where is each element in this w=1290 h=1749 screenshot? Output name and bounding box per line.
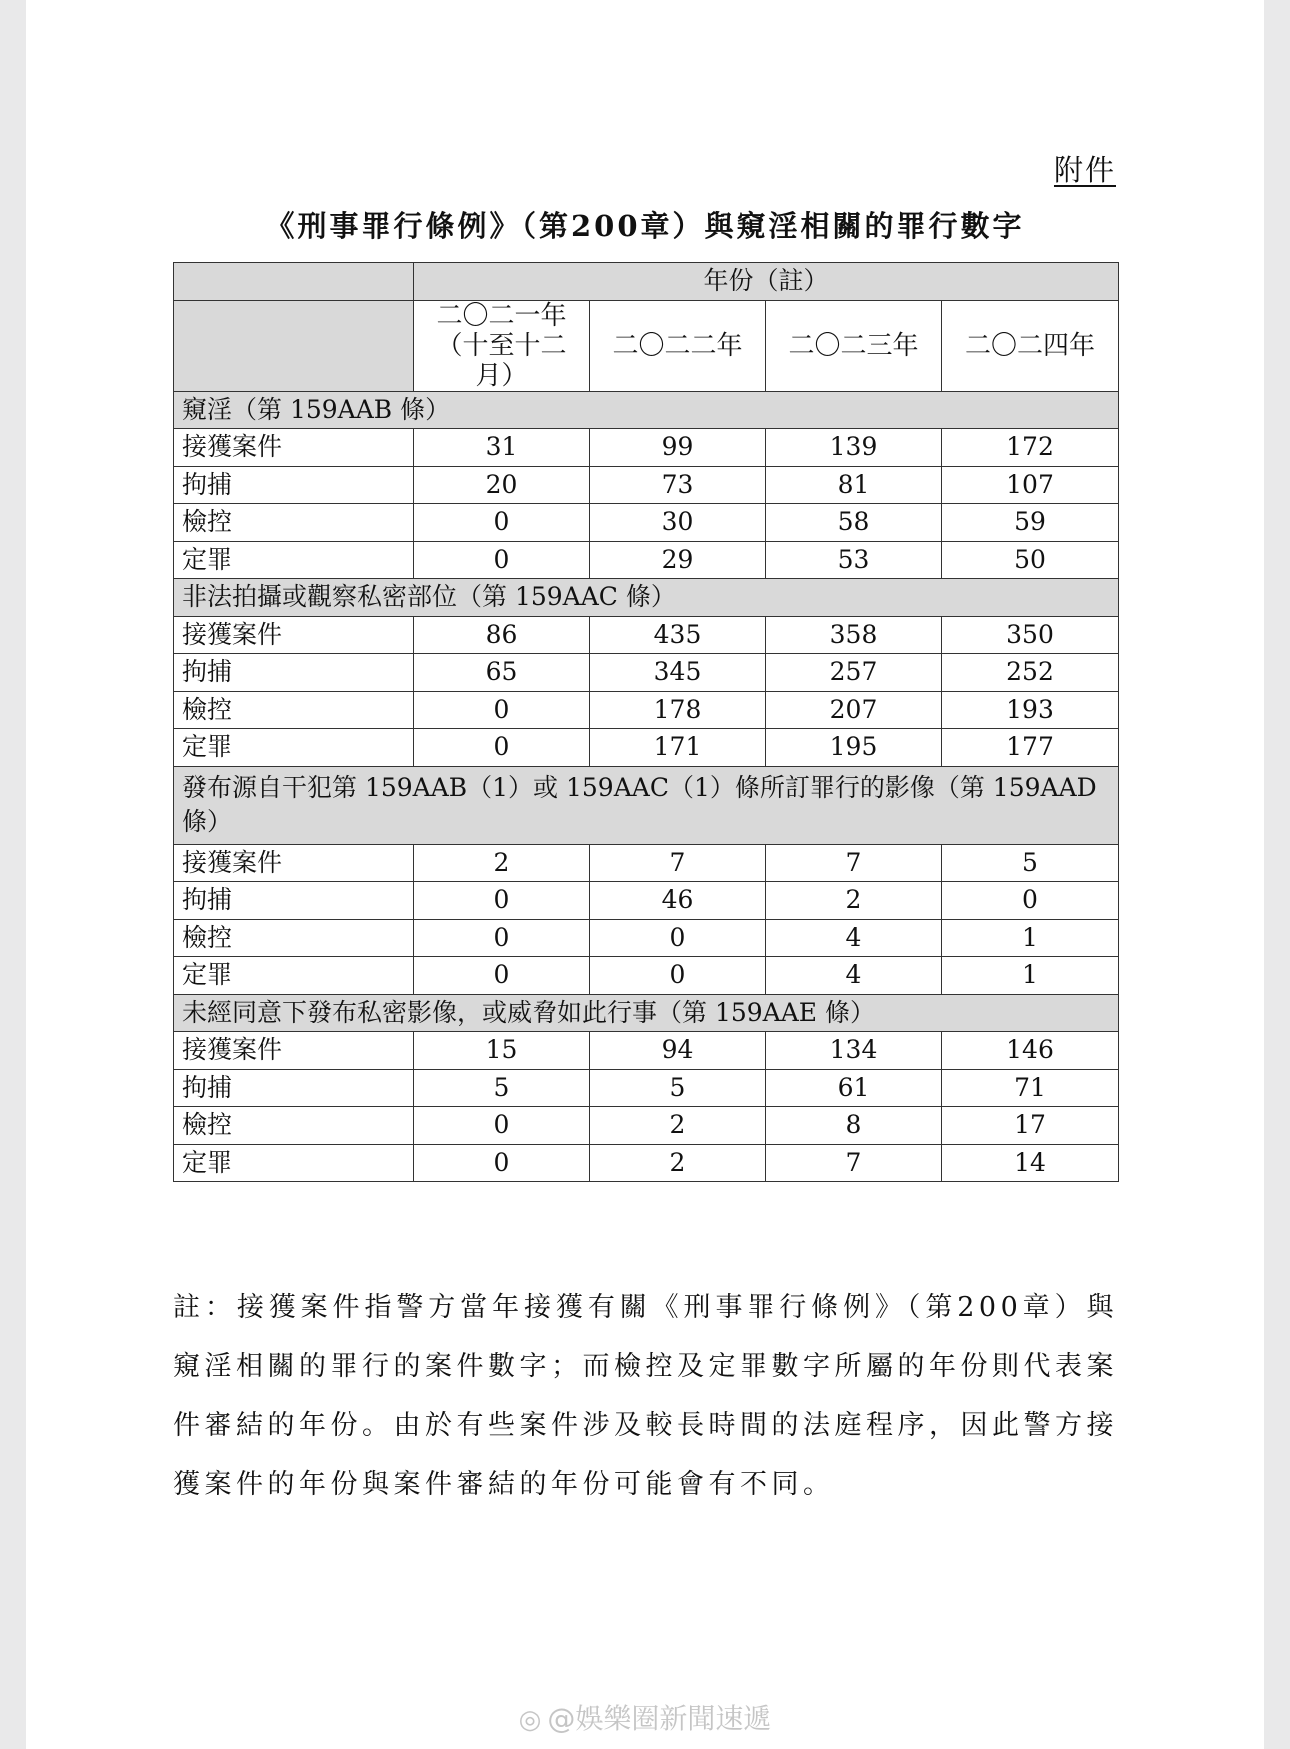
table-cell: 59 (942, 504, 1119, 542)
corner-cell (174, 263, 414, 301)
table-cell: 193 (942, 691, 1119, 729)
table-cell: 86 (414, 616, 590, 654)
row-label: 接獲案件 (174, 844, 414, 882)
row-label: 接獲案件 (174, 1032, 414, 1070)
table-cell: 0 (942, 882, 1119, 920)
table-cell: 0 (414, 919, 590, 957)
table-cell: 31 (414, 429, 590, 467)
document-page (26, 0, 1264, 1749)
row-label: 定罪 (174, 1144, 414, 1182)
table-cell: 73 (590, 466, 766, 504)
table-row (174, 1069, 1119, 1107)
weibo-icon: ◎ (518, 1705, 542, 1735)
table-row (174, 729, 1119, 767)
table-cell: 61 (766, 1069, 942, 1107)
section-heading: 未經同意下發布私密影像，或威脅如此行事（第 159AAE 條） (174, 994, 1119, 1032)
table-cell: 171 (590, 729, 766, 767)
table-cell: 5 (942, 844, 1119, 882)
table-cell: 0 (590, 957, 766, 995)
table-cell: 2 (590, 1144, 766, 1182)
column-header: 二〇二一年（十至十二月） (414, 300, 590, 391)
table-cell: 358 (766, 616, 942, 654)
table-cell: 2 (766, 882, 942, 920)
table-cell: 0 (414, 1107, 590, 1145)
row-label: 定罪 (174, 729, 414, 767)
table-cell: 71 (942, 1069, 1119, 1107)
table-row (174, 844, 1119, 882)
table-row (174, 919, 1119, 957)
corner-cell-lower (174, 300, 414, 391)
year-group-header: 年份（註） (414, 263, 1119, 301)
table-cell: 0 (414, 541, 590, 579)
table-row (174, 957, 1119, 995)
table-cell: 58 (766, 504, 942, 542)
table-cell: 0 (414, 882, 590, 920)
table-cell: 17 (942, 1107, 1119, 1145)
table-row (174, 1032, 1119, 1070)
table-cell: 350 (942, 616, 1119, 654)
table-cell: 107 (942, 466, 1119, 504)
table-cell: 7 (766, 844, 942, 882)
table-cell: 257 (766, 654, 942, 692)
table-cell: 4 (766, 919, 942, 957)
table-cell: 0 (414, 504, 590, 542)
table-cell: 139 (766, 429, 942, 467)
table-cell: 207 (766, 691, 942, 729)
table-cell: 146 (942, 1032, 1119, 1070)
row-label: 檢控 (174, 691, 414, 729)
table-cell: 0 (414, 729, 590, 767)
row-label: 檢控 (174, 1107, 414, 1145)
column-header: 二〇二三年 (766, 300, 942, 391)
section-heading: 非法拍攝或觀察私密部位（第 159AAC 條） (174, 579, 1119, 617)
annex-label: 附件 (1053, 153, 1116, 187)
row-label: 檢控 (174, 504, 414, 542)
table-cell: 5 (590, 1069, 766, 1107)
row-label: 接獲案件 (174, 616, 414, 654)
table-cell: 94 (590, 1032, 766, 1070)
table-cell: 1 (942, 957, 1119, 995)
table-row (174, 466, 1119, 504)
table-cell: 134 (766, 1032, 942, 1070)
table-cell: 172 (942, 429, 1119, 467)
table-cell: 0 (414, 1144, 590, 1182)
table-cell: 46 (590, 882, 766, 920)
table-cell: 20 (414, 466, 590, 504)
table-cell: 29 (590, 541, 766, 579)
column-header: 二〇二二年 (590, 300, 766, 391)
table-row (174, 654, 1119, 692)
table-cell: 345 (590, 654, 766, 692)
table-cell: 5 (414, 1069, 590, 1107)
table-cell: 50 (942, 541, 1119, 579)
footnote: 註：接獲案件指警方當年接獲有關《刑事罪行條例》（第200章）與窺淫相關的罪行的案件數字；而檢控及定罪數字所屬的年份則代表案件審結的年份。由於有些案件涉及較長時間的法庭程序，因此警方接獲案件的年份與案件審結的年份可能會有不同。 (173, 1292, 1118, 1500)
table-cell: 65 (414, 654, 590, 692)
row-label: 接獲案件 (174, 429, 414, 467)
table-cell: 7 (766, 1144, 942, 1182)
table-cell: 53 (766, 541, 942, 579)
table-cell: 252 (942, 654, 1119, 692)
section-heading: 窺淫（第 159AAB 條） (174, 391, 1119, 429)
table-row (174, 691, 1119, 729)
table-cell: 15 (414, 1032, 590, 1070)
document-title: 《刑事罪行條例》（第200章）與窺淫相關的罪行數字 (265, 209, 1025, 243)
row-label: 拘捕 (174, 1069, 414, 1107)
table-cell: 0 (414, 957, 590, 995)
column-header: 二〇二四年 (942, 300, 1119, 391)
table-cell: 81 (766, 466, 942, 504)
row-label: 檢控 (174, 919, 414, 957)
table-row (174, 616, 1119, 654)
table-cell: 2 (590, 1107, 766, 1145)
row-label: 定罪 (174, 541, 414, 579)
row-label: 拘捕 (174, 654, 414, 692)
table-cell: 177 (942, 729, 1119, 767)
table-cell: 2 (414, 844, 590, 882)
table-body (174, 391, 1119, 1182)
table-cell: 4 (766, 957, 942, 995)
table-cell: 1 (942, 919, 1119, 957)
table-row (174, 504, 1119, 542)
watermark (26, 1697, 1264, 1737)
table-cell: 435 (590, 616, 766, 654)
table-cell: 195 (766, 729, 942, 767)
table-cell: 99 (590, 429, 766, 467)
table-cell: 7 (590, 844, 766, 882)
table-cell: 30 (590, 504, 766, 542)
section-heading: 發布源自干犯第 159AAB（1）或 159AAC（1）條所訂罪行的影像（第 159AAD 條） (174, 766, 1119, 844)
offence-statistics-table (173, 262, 1119, 1182)
table-cell: 178 (590, 691, 766, 729)
row-label: 定罪 (174, 957, 414, 995)
table-row (174, 429, 1119, 467)
watermark-text: @娛樂圈新聞速遞 (547, 1702, 772, 1735)
row-label: 拘捕 (174, 882, 414, 920)
table-cell: 0 (414, 691, 590, 729)
table-row (174, 882, 1119, 920)
table-cell: 0 (590, 919, 766, 957)
table-row (174, 541, 1119, 579)
table-row (174, 1144, 1119, 1182)
table-cell: 8 (766, 1107, 942, 1145)
table-row (174, 1107, 1119, 1145)
table-cell: 14 (942, 1144, 1119, 1182)
row-label: 拘捕 (174, 466, 414, 504)
